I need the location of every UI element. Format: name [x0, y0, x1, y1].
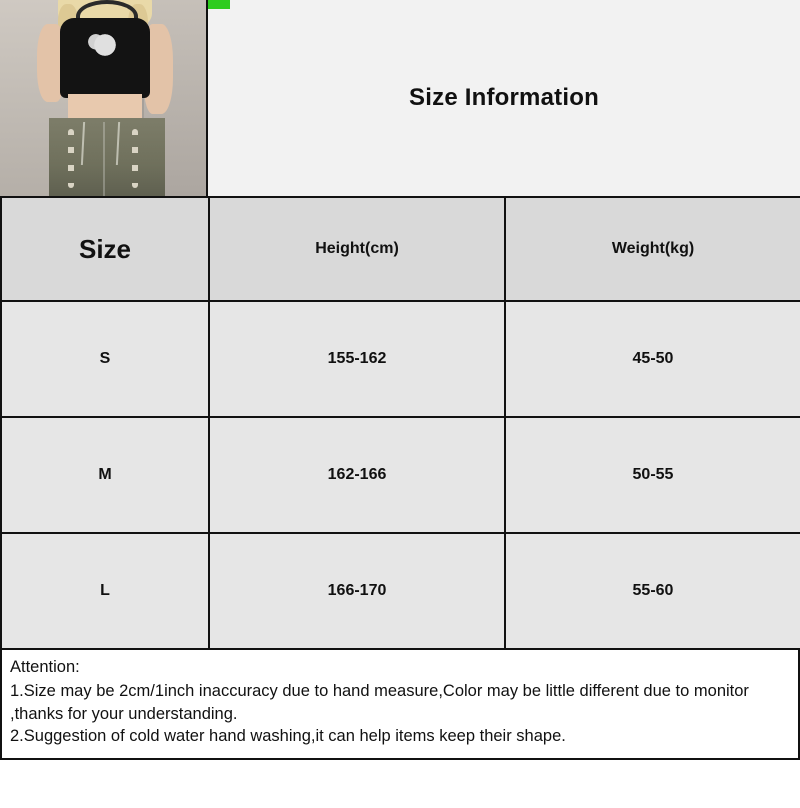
skirt-buttons-right [132, 129, 138, 188]
top-graphic-print [82, 29, 127, 60]
cell-weight: 45-50 [505, 301, 800, 417]
green-marker-tab [208, 0, 230, 9]
table-header-row [1, 197, 800, 301]
cell-height: 155-162 [209, 301, 505, 417]
skirt-lace-up [81, 122, 120, 165]
column-header-weight: Weight(kg) [505, 197, 800, 301]
size-table [0, 196, 800, 650]
skirt-buttons-left [68, 129, 74, 188]
cell-size: L [1, 533, 209, 649]
cell-height: 166-170 [209, 533, 505, 649]
attention-heading: Attention: [10, 658, 80, 676]
cell-height: 162-166 [209, 417, 505, 533]
bottom-spacer [0, 760, 800, 808]
page-title: Size Information [409, 84, 599, 111]
product-photo [0, 0, 206, 196]
product-photo-cell [0, 0, 208, 196]
attention-block [0, 650, 800, 760]
attention-note-2: 2.Suggestion of cold water hand washing,it can help items keep their shape. [10, 727, 566, 746]
table-row [1, 301, 800, 417]
column-header-size: Size [1, 197, 209, 301]
title-cell [208, 0, 800, 196]
cell-weight: 55-60 [505, 533, 800, 649]
cell-size: M [1, 417, 209, 533]
column-header-height: Height(cm) [209, 197, 505, 301]
table-row [1, 417, 800, 533]
cell-size: S [1, 301, 209, 417]
attention-note-1: 1.Size may be 2cm/1inch inaccuracy due to hand measure,Color may be little different due to monitor ,thanks for your understanding. [10, 681, 749, 723]
cell-weight: 50-55 [505, 417, 800, 533]
header-row [0, 0, 800, 196]
table-row [1, 533, 800, 649]
